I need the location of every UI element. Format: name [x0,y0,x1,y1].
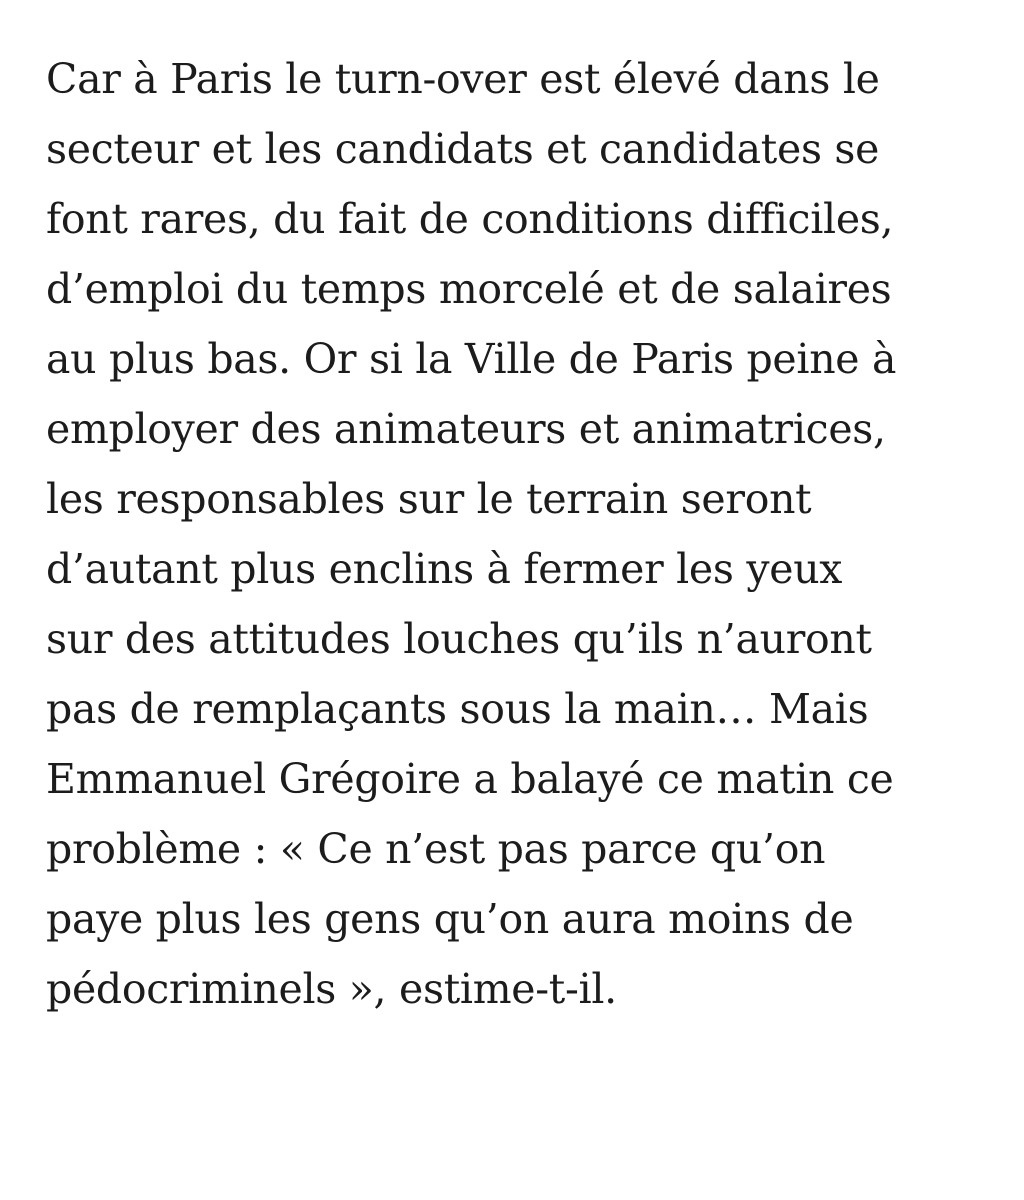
paragraph-line: sur des attitudes louches qu’ils n’auront [46,615,872,663]
paragraph-line: pédocriminels », estime-t-il. [46,965,617,1013]
paragraph-line: secteur et les candidats et candidates se [46,125,880,173]
article-paragraph [46,44,1006,1024]
paragraph-line: Car à Paris le turn-over est élevé dans le [46,55,880,103]
paragraph-line: d’autant plus enclins à fermer les yeux [46,545,843,593]
paragraph-line: pas de remplaçants sous la main… Mais [46,685,869,733]
paragraph-line: Emmanuel Grégoire a balayé ce matin ce [46,755,894,803]
paragraph-line: paye plus les gens qu’on aura moins de [46,895,854,943]
paragraph-line: les responsables sur le terrain seront [46,475,812,523]
paragraph-line: d’emploi du temps morcelé et de salaires [46,265,892,313]
paragraph-line: font rares, du fait de conditions difficiles, [46,195,894,243]
paragraph-line: problème : « Ce n’est pas parce qu’on [46,825,826,873]
paragraph-line: employer des animateurs et animatrices, [46,405,886,453]
paragraph-line: au plus bas. Or si la Ville de Paris peine à [46,335,897,383]
